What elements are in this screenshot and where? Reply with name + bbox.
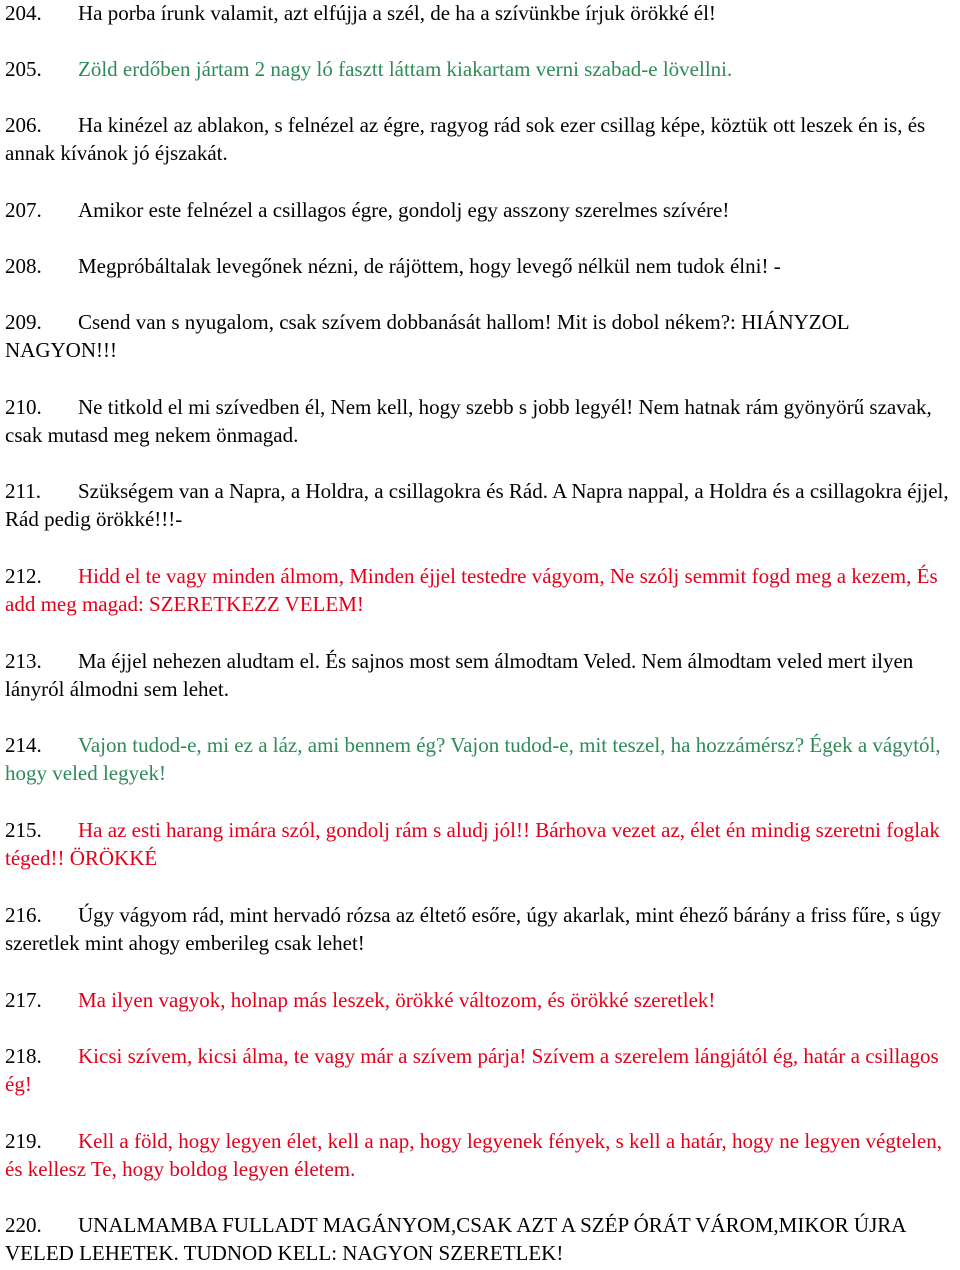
item-text: Kell a föld, hogy legyen élet, kell a nap, hogy legyenek fények, s kell a határ, hogy ne legyen végtelen, és kellesz Te, hogy boldog legyen életem. bbox=[5, 1129, 942, 1181]
list-item-211 bbox=[5, 477, 955, 533]
item-text: Ha az esti harang imára szól, gondolj rám s aludj jól!! Bárhova vezet az, élet én mindig szeretni foglak téged!! ÖRÖKKÉ bbox=[5, 818, 940, 870]
item-number: 220. bbox=[5, 1213, 42, 1237]
list-item-209 bbox=[5, 308, 955, 364]
item-text: Úgy vágyom rád, mint hervadó rózsa az éltető esőre, úgy akarlak, mint éhező bárány a friss fűre, s úgy szeretlek mint ahogy emberileg csak lehet! bbox=[5, 903, 942, 955]
item-text: Ha kinézel az ablakon, s felnézel az égre, ragyog rád sok ezer csillag képe, köztük ott leszek én is, és annak kívánok jó éjszakát. bbox=[5, 113, 926, 165]
item-text: Ne titkold el mi szívedben él, Nem kell, hogy szebb s jobb legyél! Nem hatnak rám gyönyörű szavak, csak mutasd meg nekem önmagad. bbox=[5, 395, 932, 447]
item-number: 219. bbox=[5, 1129, 42, 1153]
list-item-206 bbox=[5, 111, 955, 167]
item-number: 217. bbox=[5, 988, 42, 1012]
item-text: Kicsi szívem, kicsi álma, te vagy már a szívem párja! Szívem a szerelem lángjától ég, határ a csillagos ég! bbox=[5, 1044, 939, 1096]
item-number: 206. bbox=[5, 113, 42, 137]
item-number: 218. bbox=[5, 1044, 42, 1068]
list-item-214 bbox=[5, 731, 955, 787]
item-text: Vajon tudod-e, mi ez a láz, ami bennem ég? Vajon tudod-e, mit teszel, ha hozzámérsz? Égek a vágytól, hogy veled legyek! bbox=[5, 733, 941, 785]
list-item-207 bbox=[5, 196, 955, 224]
list-item-220 bbox=[5, 1211, 955, 1267]
list-item-208 bbox=[5, 252, 955, 280]
item-number: 212. bbox=[5, 564, 42, 588]
item-text: Megpróbáltalak levegőnek nézni, de rájöttem, hogy levegő nélkül nem tudok élni! - bbox=[78, 254, 781, 278]
item-text: Csend van s nyugalom, csak szívem dobbanását hallom! Mit is dobol nékem?: HIÁNYZOL NAGYON!!! bbox=[5, 310, 849, 362]
item-text: Ha porba írunk valamit, azt elfújja a szél, de ha a szívünkbe írjuk örökké él! bbox=[78, 1, 716, 25]
list-item-219 bbox=[5, 1127, 955, 1183]
item-text: Hidd el te vagy minden álmom, Minden éjjel testedre vágyom, Ne szólj semmit fogd meg a kezem, És add meg magad: SZERETKEZZ VELEM! bbox=[5, 564, 938, 616]
item-number: 211. bbox=[5, 479, 41, 503]
item-number: 213. bbox=[5, 649, 42, 673]
list-item-215 bbox=[5, 816, 955, 872]
list-item-217 bbox=[5, 986, 955, 1014]
item-text: Szükségem van a Napra, a Holdra, a csillagokra és Rád. A Napra nappal, a Holdra és a csillagokra éjjel, Rád pedig örökké!!!- bbox=[5, 479, 949, 531]
list-item-204 bbox=[5, 0, 955, 27]
item-number: 216. bbox=[5, 903, 42, 927]
item-text: Zöld erdőben jártam 2 nagy ló fasztt láttam kiakartam verni szabad-e lövellni. bbox=[78, 57, 733, 81]
item-text: Ma éjjel nehezen aludtam el. És sajnos most sem álmodtam Veled. Nem álmodtam veled mert ilyen lányról álmodni sem lehet. bbox=[5, 649, 914, 701]
item-number: 204. bbox=[5, 1, 42, 25]
item-number: 209. bbox=[5, 310, 42, 334]
item-text: UNALMAMBA FULLADT MAGÁNYOM,CSAK AZT A SZÉP ÓRÁT VÁROM,MIKOR ÚJRA VELED LEHETEK. TUDNOD KELL: NAGYON SZERETLEK! bbox=[5, 1213, 906, 1265]
item-number: 207. bbox=[5, 198, 42, 222]
list-item-218 bbox=[5, 1042, 955, 1098]
list-item-212 bbox=[5, 562, 955, 618]
item-number: 208. bbox=[5, 254, 42, 278]
list-item-210 bbox=[5, 393, 955, 449]
list-item-205 bbox=[5, 55, 955, 83]
item-text: Ma ilyen vagyok, holnap más leszek, örökké változom, és örökké szeretlek! bbox=[78, 988, 716, 1012]
item-number: 210. bbox=[5, 395, 42, 419]
item-text: Amikor este felnézel a csillagos égre, gondolj egy asszony szerelmes szívére! bbox=[78, 198, 730, 222]
item-number: 214. bbox=[5, 733, 42, 757]
list-item-213 bbox=[5, 647, 955, 703]
item-number: 205. bbox=[5, 57, 42, 81]
item-number: 215. bbox=[5, 818, 42, 842]
list-item-216 bbox=[5, 901, 955, 957]
